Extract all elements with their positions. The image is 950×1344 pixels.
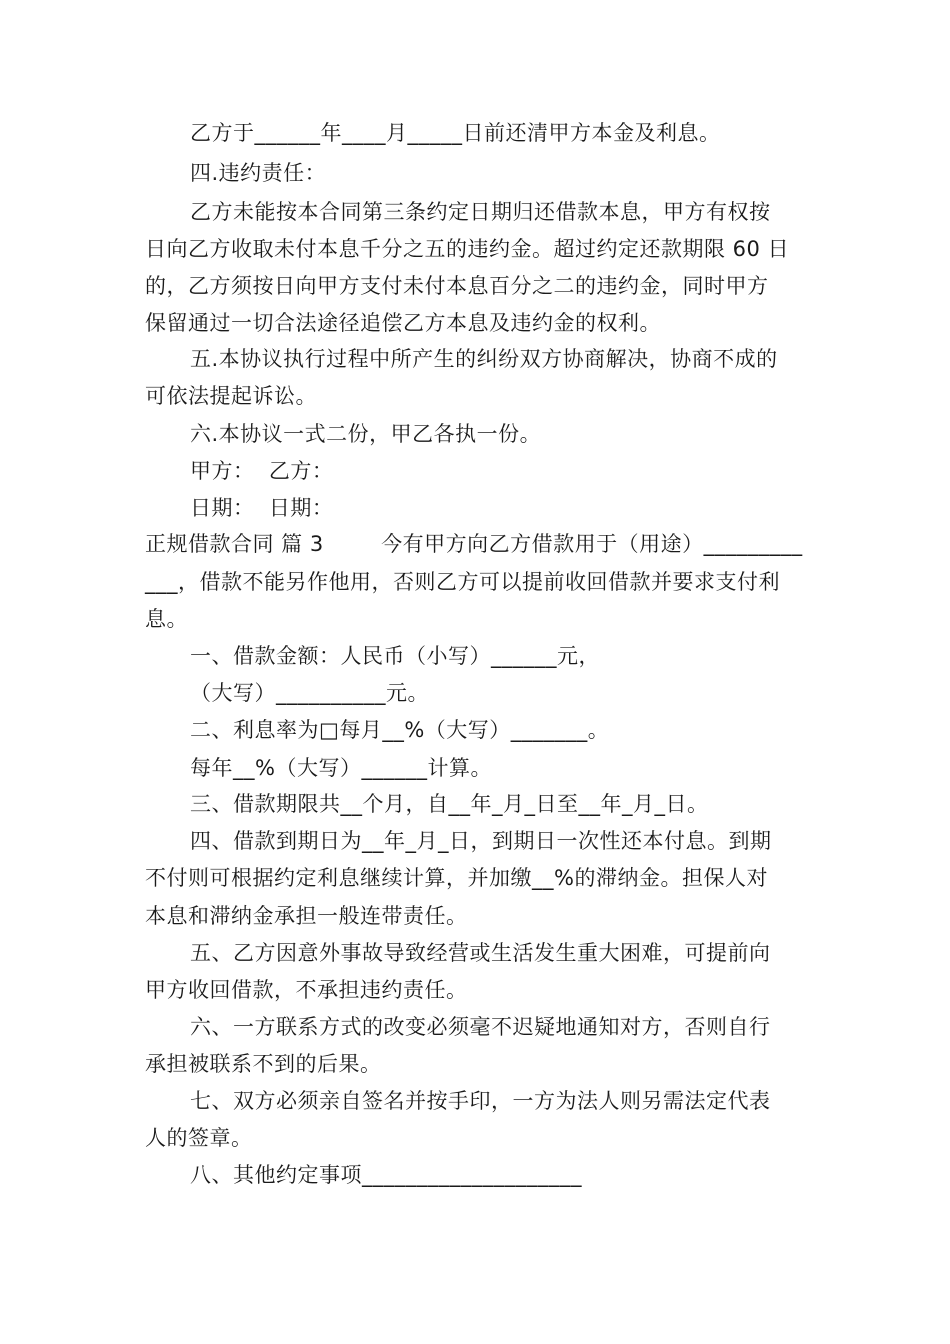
date-signature-labels: 日期： 日期： bbox=[190, 496, 334, 520]
interest-rate-yearly-line: 每年__%（大写）______计算。 bbox=[190, 756, 492, 780]
loan-term-line: 三、借款期限共__个月，自__年_月_日至__年_月_日。 bbox=[190, 792, 709, 816]
contract-3-intro-line-2: ___，借款不能另作他用，否则乙方可以提前收回借款并要求支付利 bbox=[145, 570, 780, 594]
accident-clause-line-1: 五、乙方因意外事故导致经营或生活发生重大困难，可提前向 bbox=[190, 941, 771, 965]
contract-3-title-line: 正规借款合同 篇 3 今有甲方向乙方借款用于（用途）_________ bbox=[145, 532, 803, 556]
copies-clause: 六.本协议一式二份，甲乙各执一份。 bbox=[190, 422, 542, 446]
contract-3-intro-line-3: 息。 bbox=[145, 607, 188, 631]
signature-clause-line-1: 七、双方必须亲自签名并按手印，一方为法人则另需法定代表 bbox=[190, 1089, 771, 1113]
due-date-line-3: 本息和滞纳金承担一般连带责任。 bbox=[145, 904, 468, 928]
other-terms-line: 八、其他约定事项____________________ bbox=[190, 1163, 582, 1187]
contact-change-line-2: 承担被联系不到的后果。 bbox=[145, 1052, 382, 1076]
loan-amount-line: 一、借款金额：人民币（小写）______元， bbox=[190, 644, 600, 668]
contact-change-line-1: 六、一方联系方式的改变必须毫不迟疑地通知对方，否则自行 bbox=[190, 1015, 771, 1039]
dispute-paragraph-line-2: 可依法提起诉讼。 bbox=[145, 384, 317, 408]
signature-clause-line-2: 人的签章。 bbox=[145, 1126, 253, 1150]
loan-amount-uppercase-line: （大写）__________元。 bbox=[190, 681, 429, 705]
breach-paragraph-line-4: 保留通过一切合法途径追偿乙方本息及违约金的权利。 bbox=[145, 311, 661, 335]
interest-rate-monthly-line: 二、利息率为□每月__%（大写）_______。 bbox=[190, 718, 610, 742]
accident-clause-line-2: 甲方收回借款，不承担违约责任。 bbox=[145, 978, 468, 1002]
party-signature-labels: 甲方： 乙方： bbox=[190, 459, 334, 483]
section-heading-breach: 四.违约责任： bbox=[190, 161, 327, 185]
breach-paragraph-line-2: 日向乙方收取未付本息千分之五的违约金。超过约定还款期限 60 日 bbox=[145, 237, 790, 261]
due-date-line-1: 四、借款到期日为__年_月_日，到期日一次性还本付息。到期 bbox=[190, 829, 772, 853]
breach-paragraph-line-1: 乙方未能按本合同第三条约定日期归还借款本息，甲方有权按 bbox=[190, 200, 771, 224]
due-date-line-2: 不付则可根据约定利息继续计算，并加缴__%的滞纳金。担保人对 bbox=[145, 866, 768, 890]
dispute-paragraph-line-1: 五.本协议执行过程中所产生的纠纷双方协商解决，协商不成的 bbox=[190, 347, 778, 371]
breach-paragraph-line-3: 的，乙方须按日向甲方支付未付本息百分之二的违约金，同时甲方 bbox=[145, 274, 769, 298]
repayment-date-line: 乙方于______年____月_____日前还清甲方本金及利息。 bbox=[190, 121, 721, 145]
